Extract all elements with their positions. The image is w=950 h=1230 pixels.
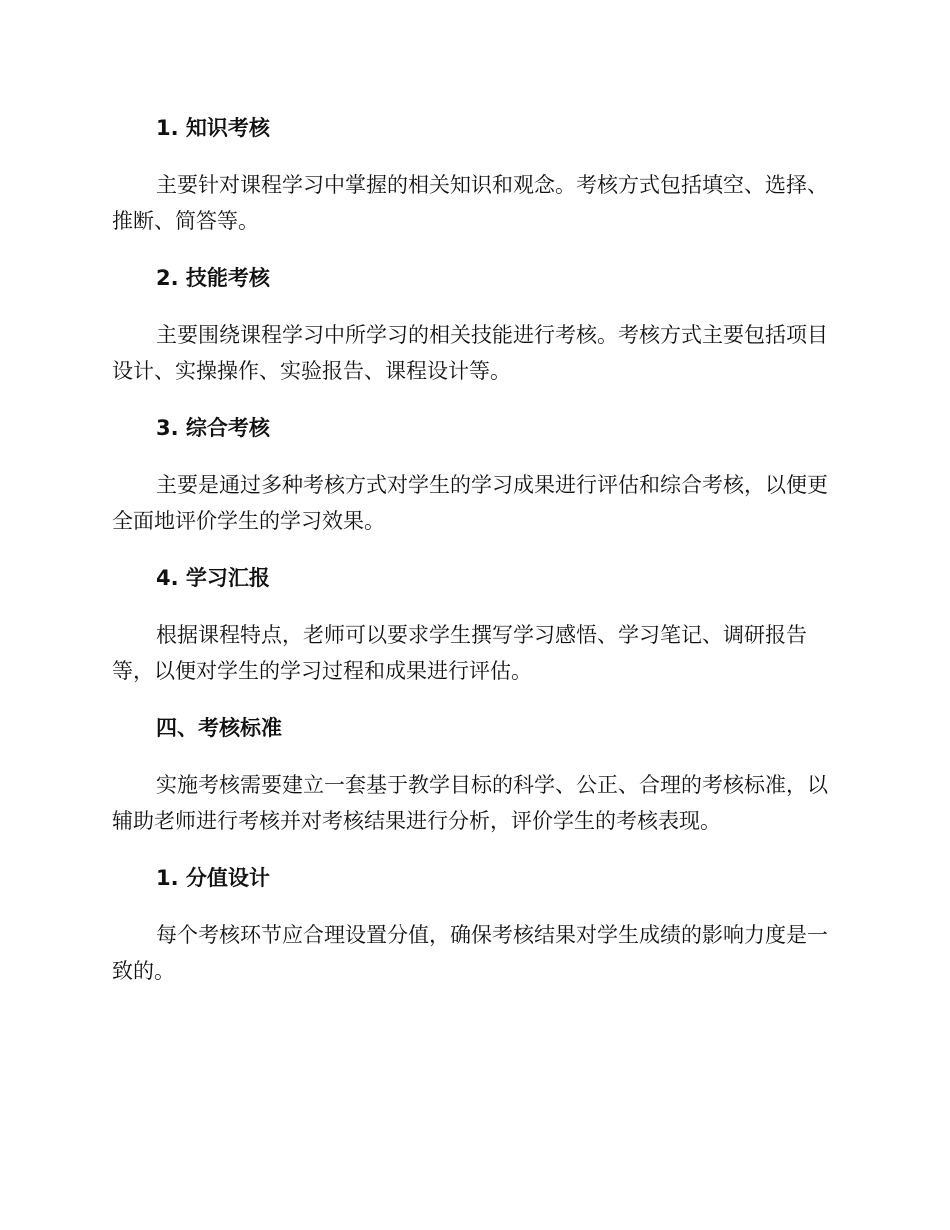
paragraph-standards: 实施考核需要建立一套基于教学目标的科学、公正、合理的考核标准，以辅助老师进行考核并对考核结果进行分析，评价学生的考核表现。	[112, 773, 828, 833]
section-heading-standards: 四、考核标准	[156, 716, 282, 740]
paragraph-report: 根据课程特点，老师可以要求学生撰写学习感悟、学习笔记、调研报告等，以便对学生的学习过程和成果进行评估。	[112, 623, 807, 683]
document-body	[112, 110, 838, 1010]
paragraph-skills: 主要围绕课程学习中所学习的相关技能进行考核。考核方式主要包括项目设计、实操操作、实验报告、课程设计等。	[112, 323, 828, 383]
section-heading-report: 4. 学习汇报	[156, 566, 270, 590]
paragraph-score-design: 每个考核环节应合理设置分值，确保考核结果对学生成绩的影响力度是一致的。	[112, 923, 828, 983]
paragraph-comprehensive: 主要是通过多种考核方式对学生的学习成果进行评估和综合考核，以便更全面地评价学生的学习效果。	[112, 473, 828, 533]
section-heading-comprehensive: 3. 综合考核	[156, 416, 270, 440]
paragraph-knowledge: 主要针对课程学习中掌握的相关知识和观念。考核方式包括填空、选择、推断、简答等。	[112, 173, 828, 233]
section-heading-score-design: 1. 分值设计	[156, 866, 270, 890]
section-heading-knowledge: 1. 知识考核	[156, 116, 270, 140]
section-heading-skills: 2. 技能考核	[156, 266, 270, 290]
